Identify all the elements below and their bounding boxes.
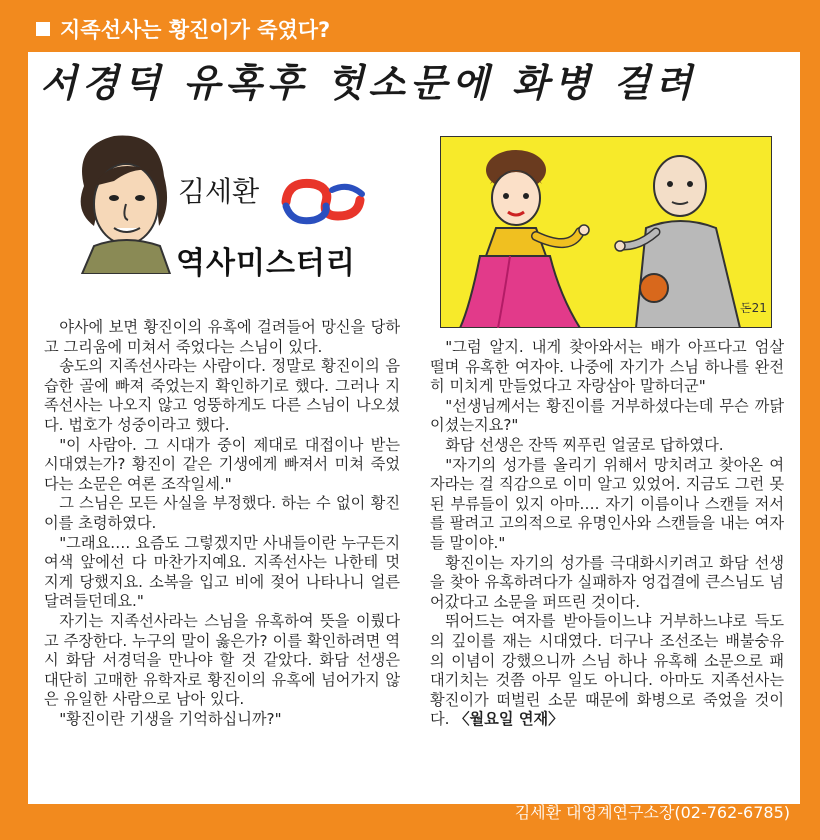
right-column	[430, 338, 784, 730]
author-portrait-image	[64, 126, 174, 274]
paragraph: "자기의 성가를 올리기 위해서 망치려고 찾아온 여자라는 걸 직감으로 이미 알고 있었어. 지금도 그런 못된 부류들이 있지 아마…. 자기 이름이나 스캔들 저서를 팔려고 고의적으로 유명인사와 스캔들을 내는 여자들 말이야."	[430, 455, 784, 552]
paragraph: "그래요…. 요즘도 그렇겠지만 사내들이란 누구든지 여색 앞에선 다 마찬가지예요. 지족선사는 나한테 멋지게 당했지요. 소복을 입고 비에 젖어 나타나니 얼른 달려들던데요."	[44, 533, 400, 611]
paragraph: 야사에 보면 황진이의 유혹에 걸려들어 망신을 당하고 그리움에 미쳐서 죽었다는 스님이 있다.	[44, 318, 400, 356]
square-bullet-icon	[36, 22, 50, 36]
paragraph: "선생님께서는 황진이를 거부하셨다는데 무슨 까닭이셨는지요?"	[430, 396, 784, 435]
paragraph: 화담 선생은 잔뜩 찌푸린 얼굴로 답하였다.	[445, 435, 724, 454]
series-name: 역사미스터리	[176, 246, 356, 281]
illustrator-signature: 돈21	[740, 301, 767, 315]
headline: 서경덕 유혹후 헛소문에 화병 걸려	[40, 60, 697, 105]
left-column	[44, 318, 400, 729]
paragraph: "이 사람아. 그 시대가 중이 제대로 대접이나 받는 시대였는가? 황진이 같은 기생에게 빠져서 미쳐 죽었다는 소문은 여론 조작일세."	[44, 435, 400, 493]
author-name: 김세환	[178, 175, 260, 208]
paragraph: "그럼 알지. 내게 찾아와서는 배가 아프다고 엄살 떨며 유혹한 여자야. 나중에 자기가 스님 하나를 완전히 미치게 만들었다고 자랑삼아 말하더군"	[430, 338, 784, 396]
paragraph: "황진이란 기생을 기억하십니까?"	[59, 709, 282, 728]
paragraph-text: 뛰어드는 여자를 받아들이느냐 거부하느냐로 득도의 깊이를 재는 시대였다. 더구나 조선조는 배불숭유의 이념이 강했으니까 스님 하나 유혹해 소문으로 패대기치는 것쯤 아무 일도 아니다. 아마도 지족선사는 황진이가 떠벌린 소문 때문에 화병으로 죽었을 것이다.	[430, 612, 784, 729]
section-bar	[10, 10, 810, 48]
paragraph	[430, 612, 784, 730]
paragraph: 자기는 지족선사라는 스님을 유혹하여 뜻을 이뤘다고 주장한다. 누구의 말이 옳은가? 이를 확인하려면 역시 화담 서경덕을 만나야 할 것 같았다. 화담 선생은 대단히 고매한 유학자로 황진이의 유혹에 넘어가지 않은 유일한 사람으로 남아 있다.	[44, 611, 400, 709]
next-issue-notice: 〈월요일 연재〉	[454, 710, 564, 729]
paragraph: 송도의 지족선사라는 사람이다. 정말로 황진이의 음습한 골에 빠져 죽었는지 확인하기로 했다. 그러나 지족선사는 나오지 않고 엉뚱하게도 다른 스님이 나오셨다. 법호가 성중이라고 했다.	[44, 357, 400, 434]
paragraph: 황진이는 자기의 성가를 극대화시키려고 화담 선생을 찾아 유혹하려다가 실패하자 엉겁결에 큰스님도 넘어갔다고 소문을 퍼뜨린 것이다.	[430, 553, 784, 611]
section-title: 지족선사는 황진이가 죽였다?	[60, 18, 331, 42]
series-logo-icon	[278, 172, 368, 232]
article-illustration-image	[440, 136, 772, 328]
paragraph: 그 스님은 모든 사실을 부정했다. 하는 수 없이 황진이를 초령하였다.	[44, 494, 400, 532]
author-credit: 김세환 대영계연구소장(02-762-6785)	[514, 803, 790, 822]
